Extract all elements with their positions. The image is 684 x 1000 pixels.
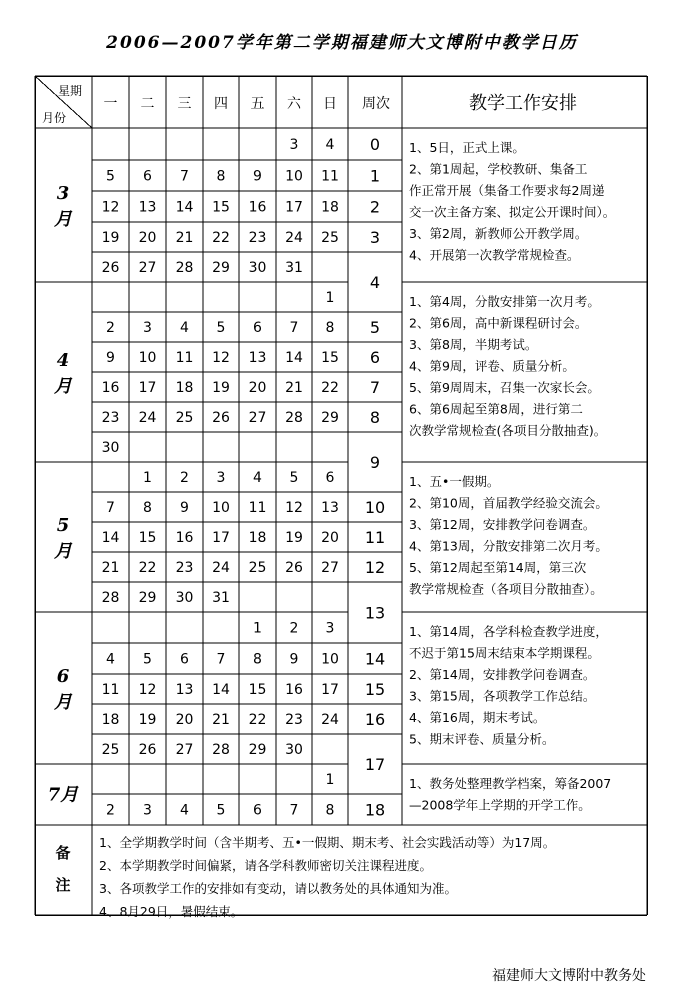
week-numbers — [365, 135, 385, 820]
month-label: 3 — [56, 183, 70, 204]
calendar-day: 22 — [248, 712, 267, 728]
calendar-day: 28 — [285, 410, 303, 426]
calendar-day: 11 — [248, 500, 267, 516]
arrangement-line: 4、开展第一次教学常规检查。 — [409, 247, 580, 263]
calendar-day: 20 — [321, 530, 339, 546]
calendar-day: 10 — [285, 168, 303, 185]
calendar-day: 25 — [321, 230, 339, 246]
calendar-day: 18 — [321, 199, 339, 216]
calendar-day: 13 — [175, 682, 194, 698]
calendar-day: 5 — [106, 168, 115, 185]
month-label: 月 — [54, 209, 72, 230]
calendar-day: 6 — [143, 168, 152, 185]
calendar-day: 14 — [285, 350, 303, 366]
arrangement-line: 1、第14周，各学科检查教学进度， — [409, 624, 608, 639]
arrangement-line: —2008学年上学期的开学工作。 — [409, 797, 591, 813]
arrangement-line: 次教学常规检查(各项目分散抽查)。 — [409, 423, 607, 438]
calendar-day: 31 — [212, 590, 230, 606]
weekday-header: 五 — [250, 96, 265, 112]
calendar-day: 16 — [101, 380, 120, 396]
week-number: 4 — [369, 273, 381, 292]
arrangement-line: 4、第16周，期末考试。 — [409, 710, 546, 725]
calendar-day: 8 — [325, 320, 335, 336]
calendar-day: 20 — [248, 380, 267, 396]
arrangement-line: 3、第2周，新教师公开教学周。 — [409, 226, 588, 241]
calendar-day: 4 — [180, 320, 189, 336]
calendar-day: 29 — [321, 410, 339, 426]
calendar-day: 7 — [216, 651, 226, 668]
arrangement-line: 2、第6周，高中新课程研讨会。 — [409, 315, 588, 331]
arrangement-line: 2、第1周起，学校教研、集备工 — [409, 161, 588, 177]
week-number: 16 — [364, 710, 386, 729]
week-number: 0 — [369, 135, 381, 154]
week-number: 5 — [369, 318, 381, 337]
weekday-header: 二 — [140, 96, 155, 112]
calendar-day: 3 — [216, 470, 226, 486]
calendar-day: 23 — [175, 560, 194, 576]
calendar-day: 27 — [321, 560, 339, 576]
calendar-day: 16 — [285, 682, 303, 698]
week-number: 2 — [369, 197, 381, 217]
calendar-day: 18 — [248, 530, 267, 546]
remark-line: 1、全学期教学时间（含半期考、五•一假期、期末考、社会实践活动等）为17周。 — [99, 835, 556, 850]
calendar-day: 26 — [101, 260, 120, 276]
calendar-day: 17 — [138, 380, 157, 396]
calendar-day: 10 — [212, 500, 230, 516]
calendar-day: 8 — [253, 651, 262, 668]
calendar-day: 13 — [138, 199, 157, 216]
week-number: 13 — [364, 603, 386, 623]
calendar-day: 14 — [101, 530, 120, 546]
calendar-day: 5 — [216, 802, 226, 819]
calendar-day: 24 — [138, 410, 157, 426]
teaching-arrangements — [409, 140, 615, 813]
arrangement-line: 1、五•一假期。 — [409, 474, 500, 489]
remarks-label-top: 备 — [55, 844, 71, 862]
calendar-day: 30 — [175, 590, 194, 606]
arrangement-line: 4、第9周，评卷、质量分析。 — [409, 358, 575, 374]
calendar-day: 26 — [212, 410, 230, 426]
calendar-day: 9 — [180, 500, 189, 516]
calendar-day: 27 — [175, 742, 194, 758]
arrangement-line: 6、第6周起至第8周，进行第二 — [409, 401, 583, 417]
remarks-label-bottom: 注 — [55, 876, 71, 894]
arrangement-line: 3、第15周，各项教学工作总结。 — [409, 688, 596, 704]
calendar-day: 1 — [325, 772, 335, 788]
calendar-day: 25 — [248, 560, 267, 576]
calendar-day: 1 — [325, 290, 335, 306]
calendar-day: 18 — [101, 712, 120, 728]
calendar-day: 23 — [101, 410, 120, 426]
arrangement-line: 交一次主备方案、拟定公开课时间）。 — [409, 204, 616, 220]
calendar-day: 5 — [216, 320, 226, 336]
arrangement-line: 5、第9周周末，召集一次家长会。 — [409, 380, 600, 395]
calendar-day: 28 — [175, 260, 194, 276]
calendar-day: 4 — [253, 470, 262, 486]
calendar-day: 14 — [175, 199, 194, 216]
month-label: 月 — [54, 376, 72, 397]
arrangement-line: 5、第12周起至第14周，第三次 — [409, 560, 587, 575]
week-number: 15 — [364, 680, 386, 699]
week-number: 9 — [369, 453, 381, 472]
calendar-day: 17 — [212, 530, 230, 546]
calendar-day: 9 — [289, 651, 299, 668]
arrangement-line: 作正常开展（集备工作要求每2周递 — [409, 183, 605, 198]
week-number: 7 — [369, 378, 381, 397]
page-title: 2006—2007学年第二学期福建师大文博附中教学日历 — [106, 33, 578, 53]
calendar-day: 8 — [325, 802, 335, 819]
calendar-day: 5 — [143, 651, 152, 668]
calendar-day: 1 — [253, 620, 262, 637]
calendar-day: 23 — [285, 712, 303, 728]
week-number: 10 — [364, 498, 386, 517]
calendar-day: 27 — [248, 410, 267, 426]
calendar-day: 29 — [138, 590, 157, 606]
calendar-day: 15 — [212, 199, 230, 216]
calendar-day: 25 — [101, 742, 120, 758]
month-label: 月 — [54, 541, 72, 562]
calendar-day: 7 — [289, 802, 299, 819]
calendar-day: 23 — [248, 230, 267, 246]
week-column-header: 周次 — [362, 96, 390, 112]
calendar-day: 28 — [212, 742, 230, 758]
calendar-day: 4 — [180, 802, 189, 819]
calendar-day: 3 — [143, 320, 152, 336]
calendar-day: 12 — [138, 682, 157, 698]
calendar-day: 24 — [321, 712, 339, 728]
arrangement-line: 3、第8周，半期考试。 — [409, 337, 538, 352]
weekday-header: 日 — [323, 96, 337, 112]
arrangement-line: 不迟于第15周末结束本学期课程。 — [409, 645, 600, 661]
calendar-day: 21 — [212, 712, 230, 728]
calendar-day: 26 — [285, 560, 303, 576]
calendar-day: 31 — [285, 260, 303, 276]
calendar-day: 24 — [212, 560, 230, 576]
calendar-day: 12 — [285, 500, 303, 516]
calendar-day: 5 — [289, 470, 299, 486]
calendar-day: 8 — [216, 168, 226, 185]
calendar-day: 20 — [138, 230, 157, 246]
calendar-day: 3 — [325, 620, 335, 637]
week-number: 6 — [369, 348, 381, 367]
calendar-day: 19 — [285, 530, 303, 546]
calendar-day: 2 — [289, 620, 299, 637]
calendar-day: 30 — [101, 440, 120, 456]
calendar-day: 6 — [253, 320, 262, 336]
month-label: 6 — [56, 666, 70, 687]
calendar-day: 29 — [248, 742, 267, 758]
remark-line: 2、本学期教学时间偏紧，请各学科教师密切关注课程进度。 — [99, 858, 432, 873]
arrangement-line: 教学常规检查（各项目分散抽查）。 — [409, 581, 603, 597]
issuer-footer: 福建师大文博附中教务处 — [492, 968, 646, 984]
arrangement-line: 1、5日，正式上课。 — [409, 140, 525, 155]
calendar-day: 13 — [248, 350, 267, 366]
calendar-day: 6 — [253, 802, 262, 819]
remarks-list — [99, 835, 555, 919]
week-number: 3 — [369, 228, 381, 247]
week-number: 12 — [364, 558, 386, 577]
week-number: 1 — [369, 166, 381, 186]
calendar-day: 20 — [175, 712, 194, 728]
week-number: 11 — [364, 528, 386, 547]
calendar-day: 7 — [289, 320, 299, 336]
remark-line: 3、各项教学工作的安排如有变动，请以教务处的具体通知为准。 — [99, 881, 457, 896]
calendar-day: 17 — [285, 199, 303, 216]
calendar-day: 16 — [175, 530, 194, 546]
calendar-day: 24 — [285, 230, 303, 246]
calendar-day: 27 — [138, 260, 157, 276]
calendar-day: 28 — [101, 590, 120, 606]
arrangement-line: 1、教务处整理教学档案，筹备2007 — [409, 776, 612, 791]
calendar-day: 3 — [289, 137, 299, 153]
calendar-day: 1 — [143, 470, 152, 486]
calendar-day: 21 — [101, 560, 120, 576]
calendar-days — [102, 137, 339, 819]
calendar-day: 19 — [212, 380, 230, 396]
calendar-day: 2 — [106, 320, 115, 336]
month-label: 5 — [56, 515, 70, 536]
weekday-header: 一 — [103, 96, 118, 112]
arrangement-line: 3、第12周，安排教学问卷调查。 — [409, 517, 596, 532]
calendar-day: 22 — [321, 380, 339, 396]
month-label: 4 — [56, 350, 70, 371]
calendar-day: 11 — [101, 682, 120, 698]
calendar-day: 11 — [175, 350, 194, 366]
calendar-day: 4 — [106, 651, 115, 668]
arrangement-line: 2、第14周，安排教学问卷调查。 — [409, 667, 596, 682]
calendar-day: 30 — [248, 260, 267, 276]
calendar-day: 12 — [101, 199, 120, 216]
calendar-day: 19 — [101, 230, 120, 246]
calendar-day: 14 — [212, 682, 230, 698]
calendar-day: 25 — [175, 410, 194, 426]
calendar-day: 22 — [138, 560, 157, 576]
calendar-day: 6 — [180, 651, 189, 668]
calendar-day: 15 — [138, 530, 157, 546]
calendar-day: 29 — [212, 260, 230, 276]
month-labels — [48, 183, 80, 806]
calendar-day: 6 — [325, 470, 335, 486]
calendar-day: 9 — [253, 168, 262, 185]
calendar-day: 22 — [212, 230, 230, 246]
calendar-day: 26 — [138, 742, 157, 758]
weekday-header: 三 — [177, 96, 192, 112]
calendar-day: 15 — [248, 682, 267, 698]
weekday-header: 四 — [214, 96, 228, 112]
calendar-day: 2 — [106, 802, 115, 819]
month-label: 7月 — [47, 784, 79, 806]
arrangement-line: 4、第13周，分散安排第二次月考。 — [409, 538, 608, 554]
calendar-day: 16 — [248, 199, 267, 216]
weekday-header: 六 — [287, 96, 301, 112]
week-number: 18 — [364, 800, 386, 820]
remark-line: 4、8月29日，暑假结束。 — [99, 904, 244, 919]
week-number: 17 — [364, 755, 386, 774]
calendar-day: 13 — [321, 500, 339, 516]
calendar-day: 19 — [138, 712, 157, 728]
calendar-day: 12 — [212, 350, 230, 366]
calendar-day: 3 — [143, 802, 152, 819]
week-number: 14 — [364, 649, 386, 669]
calendar-day: 21 — [285, 380, 303, 396]
arrangement-line: 2、第10周，首届教学经验交流会。 — [409, 495, 608, 511]
month-label: 月 — [54, 692, 72, 713]
calendar-day: 10 — [138, 350, 157, 366]
calendar-day: 30 — [285, 742, 303, 758]
weekday-header-row — [104, 96, 338, 112]
calendar-day: 21 — [175, 230, 194, 246]
calendar-day: 2 — [180, 470, 189, 486]
calendar-day: 8 — [143, 500, 152, 516]
corner-month-label: 月份 — [42, 111, 67, 125]
calendar-day: 7 — [106, 500, 115, 516]
calendar-day: 4 — [325, 137, 335, 153]
calendar-day: 10 — [321, 651, 339, 668]
calendar-day: 17 — [321, 682, 339, 698]
week-number: 8 — [369, 408, 381, 427]
calendar-day: 9 — [106, 350, 115, 366]
calendar-day: 18 — [175, 380, 194, 396]
calendar-day: 11 — [321, 168, 339, 185]
calendar-day: 7 — [180, 168, 189, 185]
calendar-day: 15 — [321, 350, 339, 366]
arrangement-line: 5、期末评卷、质量分析。 — [409, 731, 555, 747]
arrangement-column-header: 教学工作安排 — [469, 93, 577, 114]
arrangement-line: 1、第4周，分散安排第一次月考。 — [409, 294, 600, 309]
corner-weekday-label: 星期 — [58, 84, 83, 98]
